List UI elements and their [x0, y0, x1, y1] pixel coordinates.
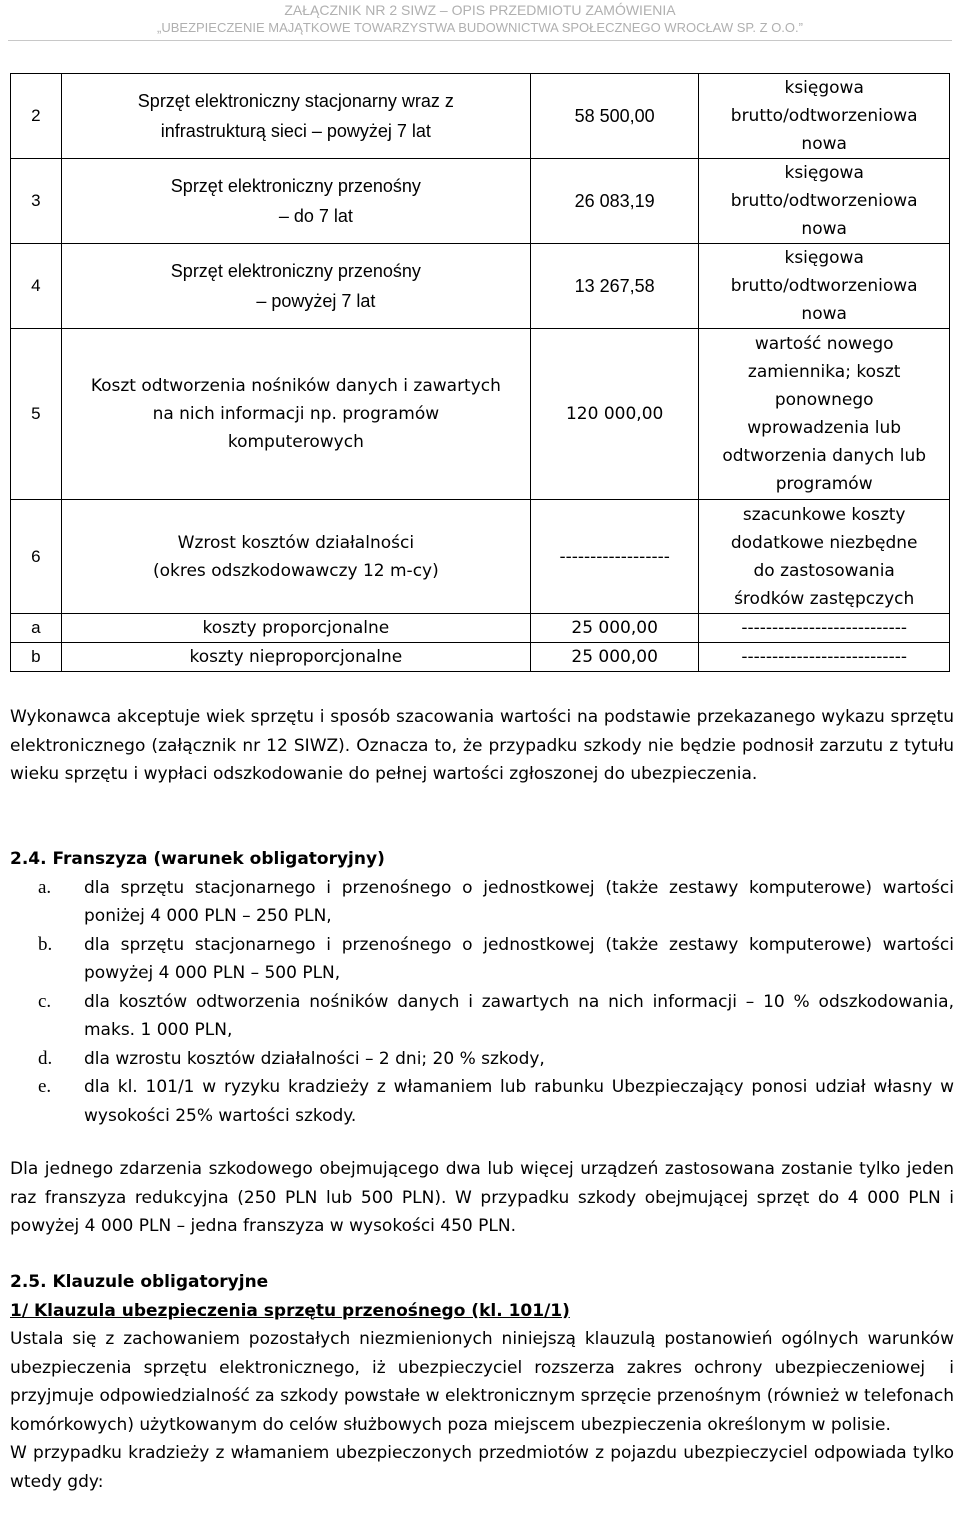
age-acceptance-paragraph: Wykonawca akceptuje wiek sprzętu i sposób szacowania wartości na podstawie przekazanego wykazu sprzętu elektronicznego (załącznik nr 12 SIWZ). Oznacza to, że przypadku szkody nie będzie podnosił zarzutu z tytułu wieku sprzętu i wypłaci odszkodowanie do pełnej wartości zgłoszonej do ubezpieczenia. [10, 707, 954, 784]
row-value: 120 000,00 [530, 329, 698, 500]
subrow-valuation-basis: --------------------------- [699, 614, 950, 643]
clauses-section [10, 1268, 960, 1496]
row-value: ------------------ [530, 500, 698, 614]
clause-title: 1/ Klauzula ubezpieczenia sprzętu przenośnego (kl. 101/1) [10, 1300, 570, 1321]
row-number: 3 [11, 159, 62, 244]
header-rule [8, 40, 952, 41]
row-valuation-basis: księgowa brutto/odtworzeniowa nowa [699, 74, 950, 159]
row-valuation-basis: księgowa brutto/odtworzeniowa nowa [699, 159, 950, 244]
clause-paragraph: Ustala się z zachowaniem pozostałych niezmienionych niniejszą klauzulą postanowień ogólnych warunków ubezpieczenia sprzętu elektronicznego, iż ubezpieczyciel rozszerza zakres ochrony ubezpieczeniowej i przyjmuje odpowiedzialność za szkody powstałe w elektronicznym sprzęcie przenośnym (również w telefonach komórkowych) użytkowanym do celów służbowych poza miejscem ubezpieczenia określonym w polisie. [10, 1329, 960, 1435]
page-header [0, 0, 960, 37]
subrow-letter: a [11, 614, 62, 643]
single-franchise-paragraph: Dla jednego zdarzenia szkodowego obejmującego dwa lub więcej urządzeń zastosowana zostanie tylko jeden raz franszyza redukcyjna (250 PLN lub 500 PLN). W przypadku szkody obejmującej sprzęt do 4 000 PLN i powyżej 4 000 PLN – jedna franszyza w wysokości 450 PLN. [10, 1159, 954, 1236]
row-description: Sprzęt elektroniczny przenośny – powyżej 7 lat [61, 244, 530, 329]
subrow-letter: b [11, 643, 62, 672]
list-item: c. dla kosztów odtworzenia nośników danych i zawartych na nich informacji – 10 % odszkodowania, maks. 1 000 PLN, [38, 990, 954, 1040]
row-description: Sprzęt elektroniczny przenośny – do 7 lat [61, 159, 530, 244]
header-subtitle: „UBEZPIECZENIE MAJĄTKOWE TOWARZYSTWA BUDOWNICTWA SPOŁECZNEGO WROCŁAW SP. Z O.O.” [157, 20, 803, 35]
row-valuation-basis: księgowa brutto/odtworzeniowa nowa [699, 244, 950, 329]
table-subrow [11, 614, 950, 643]
subrow-value: 25 000,00 [530, 643, 698, 672]
table-row [11, 329, 950, 500]
subrow-description: koszty proporcjonalne [61, 614, 530, 643]
section-heading: 2.5. Klauzule obligatoryjne [10, 1272, 269, 1292]
table-row [11, 74, 950, 159]
franchise-list [10, 874, 954, 1131]
row-value: 13 267,58 [530, 244, 698, 329]
table-row [11, 500, 950, 614]
row-number: 5 [11, 329, 62, 500]
row-value: 58 500,00 [530, 74, 698, 159]
table-row [11, 159, 950, 244]
clause-paragraph: W przypadku kradzieży z włamaniem ubezpieczonych przedmiotów z pojazdu ubezpieczyciel odpowiada tylko wtedy gdy: [10, 1443, 954, 1492]
row-description: Koszt odtworzenia nośników danych i zawartych na nich informacji np. programów komputerowych [61, 329, 530, 500]
row-number: 4 [11, 244, 62, 329]
subrow-description: koszty nieproporcjonalne [61, 643, 530, 672]
row-number: 2 [11, 74, 62, 159]
row-value: 26 083,19 [530, 159, 698, 244]
row-description: Sprzęt elektroniczny stacjonarny wraz z infrastrukturą sieci – powyżej 7 lat [61, 74, 530, 159]
table-subrow [11, 643, 950, 672]
subrow-valuation-basis: --------------------------- [699, 643, 950, 672]
table-row [11, 244, 950, 329]
list-item: e. dla kl. 101/1 w ryzyku kradzieży z włamaniem lub rabunku Ubezpieczający ponosi udział własny w wysokości 25% wartości szkody. [38, 1076, 954, 1126]
row-number: 6 [11, 500, 62, 614]
row-description: Wzrost kosztów działalności (okres odszkodowawczy 12 m-cy) [61, 500, 530, 614]
list-item: d. dla wzrostu kosztów działalności – 2 dni; 20 % szkody, [38, 1047, 545, 1069]
header-title: ZAŁĄCZNIK NR 2 SIWZ – OPIS PRZEDMIOTU ZAMÓWIENIA [284, 2, 676, 18]
subrow-value: 25 000,00 [530, 614, 698, 643]
list-item: a. dla sprzętu stacjonarnego i przenośnego o jednostkowej (także zestawy komputerowe) wartości poniżej 4 000 PLN – 250 PLN, [38, 876, 954, 926]
equipment-table [10, 73, 950, 672]
list-item: b. dla sprzętu stacjonarnego i przenośnego o jednostkowej (także zestawy komputerowe) wartości powyżej 4 000 PLN – 500 PLN, [38, 933, 954, 983]
section-heading: 2.4. Franszyza (warunek obligatoryjny) [10, 849, 385, 869]
franchise-section [10, 845, 954, 1130]
row-valuation-basis: szacunkowe koszty dodatkowe niezbędne do zastosowania środków zastępczych [699, 500, 950, 614]
row-valuation-basis: wartość nowego zamiennika; koszt ponownego wprowadzenia lub odtworzenia danych lub programów [699, 329, 950, 500]
